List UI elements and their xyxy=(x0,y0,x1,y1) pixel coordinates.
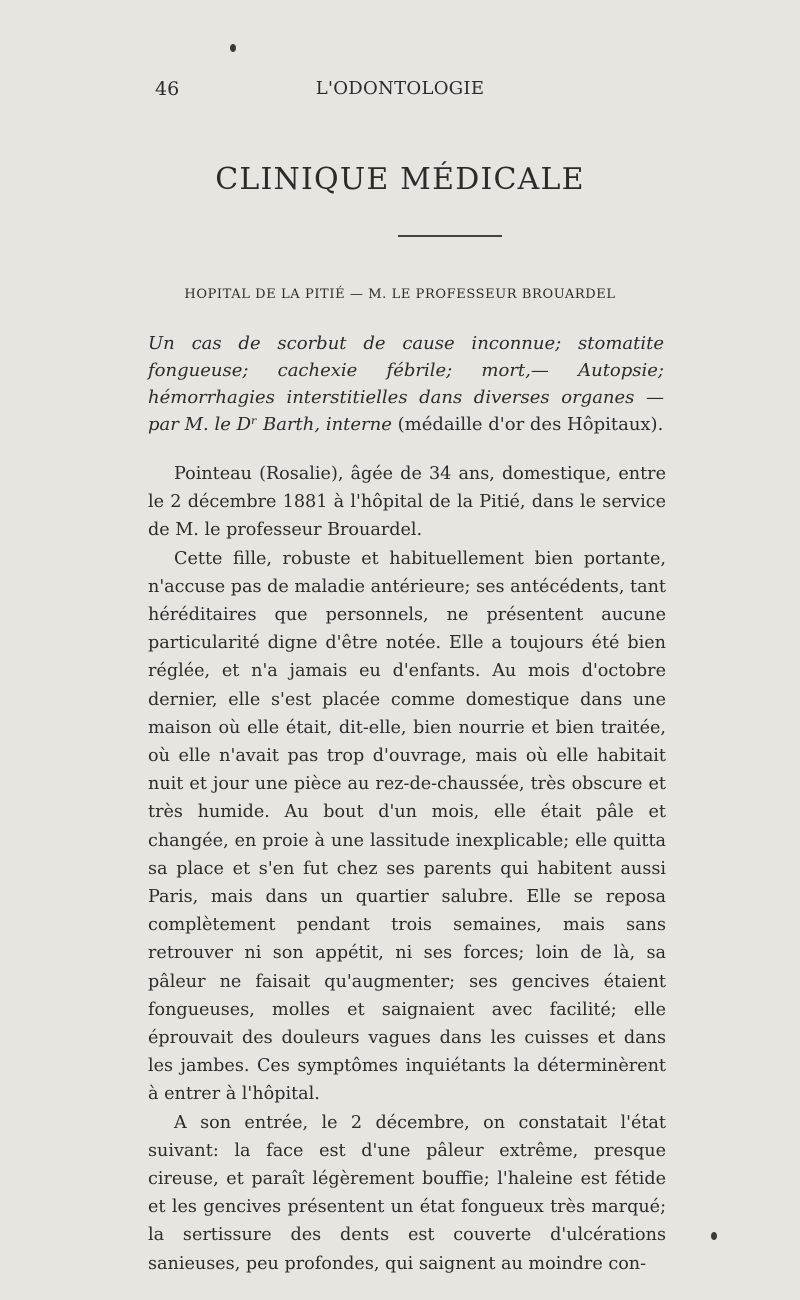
paragraph: A son entrée, le 2 décembre, on constatait l'état suivant: la face est d'une pâleur extrême, presque cireuse, et paraît légèrement bouffie; l'haleine est fétide et les gencives présentent un état fongueux très marqué; la sertissure des dents est couverte d'ulcérations sanieuses, peu profondes, qui saignent au moindre con- xyxy=(148,1112,666,1274)
title-rule xyxy=(398,235,502,237)
body-text xyxy=(148,460,666,1278)
abstract-plain: (médaille d'or des Hôpitaux). xyxy=(391,414,664,435)
ink-speck xyxy=(230,44,236,52)
case-abstract xyxy=(148,330,664,438)
hospital-subheading: HOPITAL DE LA PITIÉ — M. LE PROFESSEUR BROUARDEL xyxy=(184,287,616,302)
paragraph: Pointeau (Rosalie), âgée de 34 ans, domestique, entre le 2 décembre 1881 à l'hôpital de la Pitié, dans le service de M. le professeur Brouardel. xyxy=(148,464,666,541)
page-number: 46 xyxy=(155,78,180,100)
page-header xyxy=(0,78,800,102)
abstract-italic: Un cas de scorbut de cause inconnue; stomatite fongueuse; cachexie fébrile; mort,— Autopsie; hémorrhagies interstitielles dans diverses organes —par M. le Dʳ Barth, interne xyxy=(148,333,664,435)
section-title: CLINIQUE MÉDICALE xyxy=(215,162,585,197)
ink-speck xyxy=(711,1232,717,1240)
running-title: L'ODONTOLOGIE xyxy=(315,78,485,99)
paragraph: Cette fille, robuste et habituellement bien portante, n'accuse pas de maladie antérieure; ses antécédents, tant héréditaires que personnels, ne présentent aucune particularité digne d'être notée. Elle a toujours été bien réglée, et n'a jamais eu d'enfants. Au mois d'octobre dernier, elle s'est placée comme domestique dans une maison où elle était, dit-elle, bien nourrie et bien traitée, où elle n'avait pas trop d'ouvrage, mais où elle habitait nuit et jour une pièce au rez-de-chaussée, très obscure et très humide. Au bout d'un mois, elle était pâle et changée, en proie à une lassitude inexplicable; elle quitta sa place et s'en fut chez ses parents qui habitent aussi Paris, mais dans un quartier salubre. Elle se reposa complètement pendant trois semaines, mais sans retrouver ni son appétit, ni ses forces; loin de là, sa pâleur ne faisait qu'augmenter; ses gencives étaient fongueuses, molles et saignaient avec facilité; elle éprouvait des douleurs vagues dans les cuisses et dans les jambes. Ces symptômes inquiétants la déterminèrent à entrer à l'hôpital. xyxy=(148,548,666,1105)
